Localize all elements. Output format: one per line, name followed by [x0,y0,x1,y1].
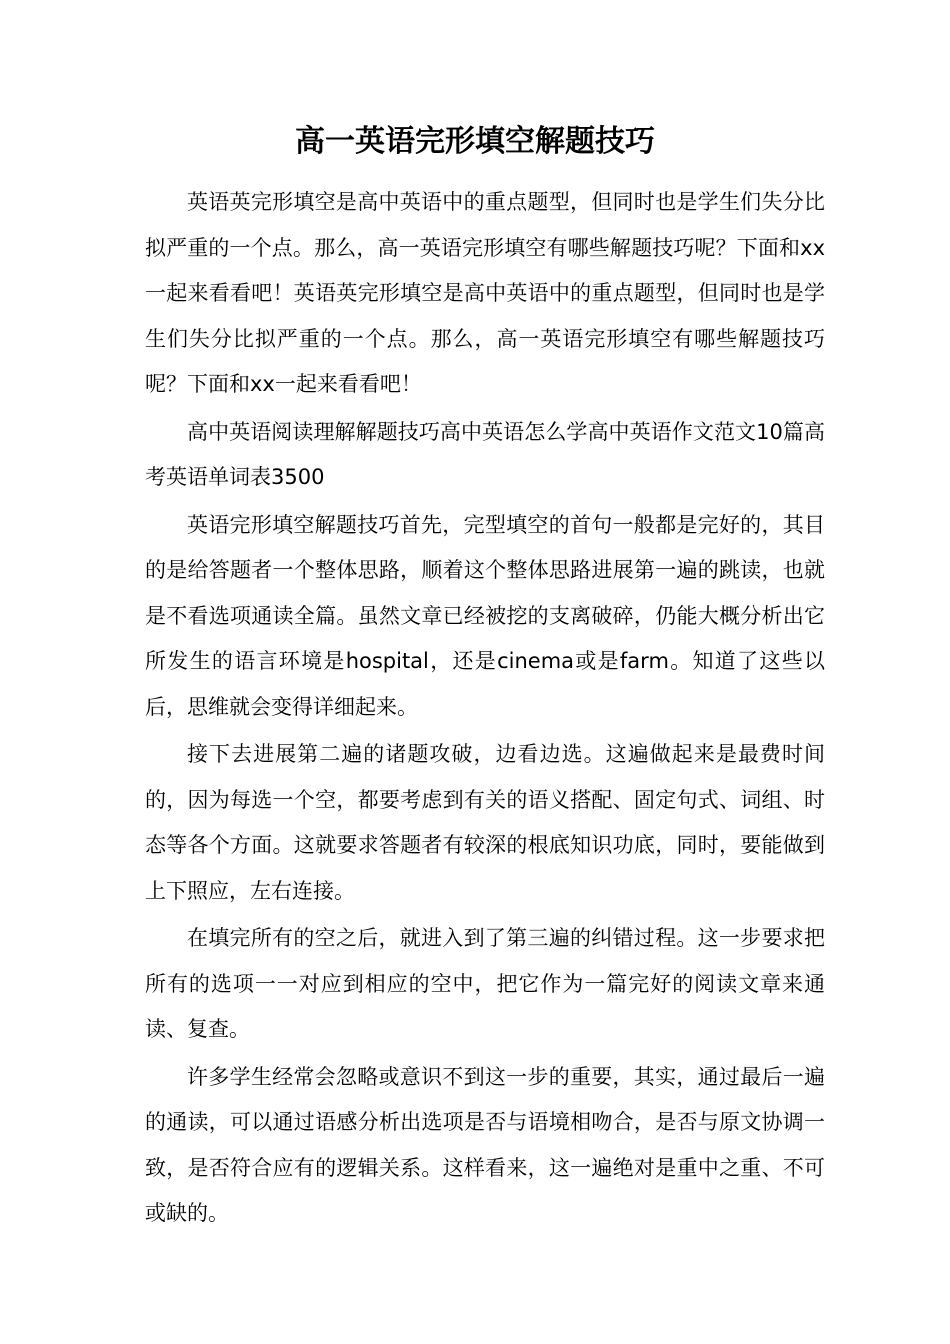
paragraph-importance: 许多学生经常会忽略或意识不到这一步的重要，其实，通过最后一遍的通读，可以通过语感分析出选项是否与语境相吻合，是否与原文协调一致，是否符合应有的逻辑关系。这样看来，这一遍绝对是重中之重、不可或缺的。 [145,1064,825,1225]
document-body [145,180,825,1239]
paragraph-first-pass: 英语完形填空解题技巧首先，完型填空的首句一般都是完好的，其目的是给答题者一个整体思路，顺着这个整体思路进展第一遍的跳读，也就是不看选项通读全篇。虽然文章已经被挖的支离破碎，仍能大概分析出它所发生的语言环境是hospital，还是cinema或是farm。知道了这些以后，思维就会变得详细起来。 [145,512,825,719]
paragraph-second-pass: 接下去进展第二遍的诸题攻破，边看边选。这遍做起来是最费时间的，因为每选一个空，都要考虑到有关的语义搭配、固定句式、词组、时态等各个方面。这就要求答题者有较深的根底知识功底，同时，要能做到上下照应，左右连接。 [145,742,825,903]
paragraph-intro: 英语英完形填空是高中英语中的重点题型，但同时也是学生们失分比拟严重的一个点。那么，高一英语完形填空有哪些解题技巧呢？下面和xx一起来看看吧！英语英完形填空是高中英语中的重点题型，但同时也是学生们失分比拟严重的一个点。那么，高一英语完形填空有哪些解题技巧呢？下面和xx一起来看看吧！ [145,190,825,396]
paragraph-related-links: 高中英语阅读理解解题技巧高中英语怎么学高中英语作文范文10篇高考英语单词表3500 [145,419,825,489]
document-title: 高一英语完形填空解题技巧 [295,124,655,159]
paragraph-third-pass: 在填完所有的空之后，就进入到了第三遍的纠错过程。这一步要求把所有的选项一一对应到相应的空中，把它作为一篇完好的阅读文章来通读、复查。 [145,926,825,1041]
